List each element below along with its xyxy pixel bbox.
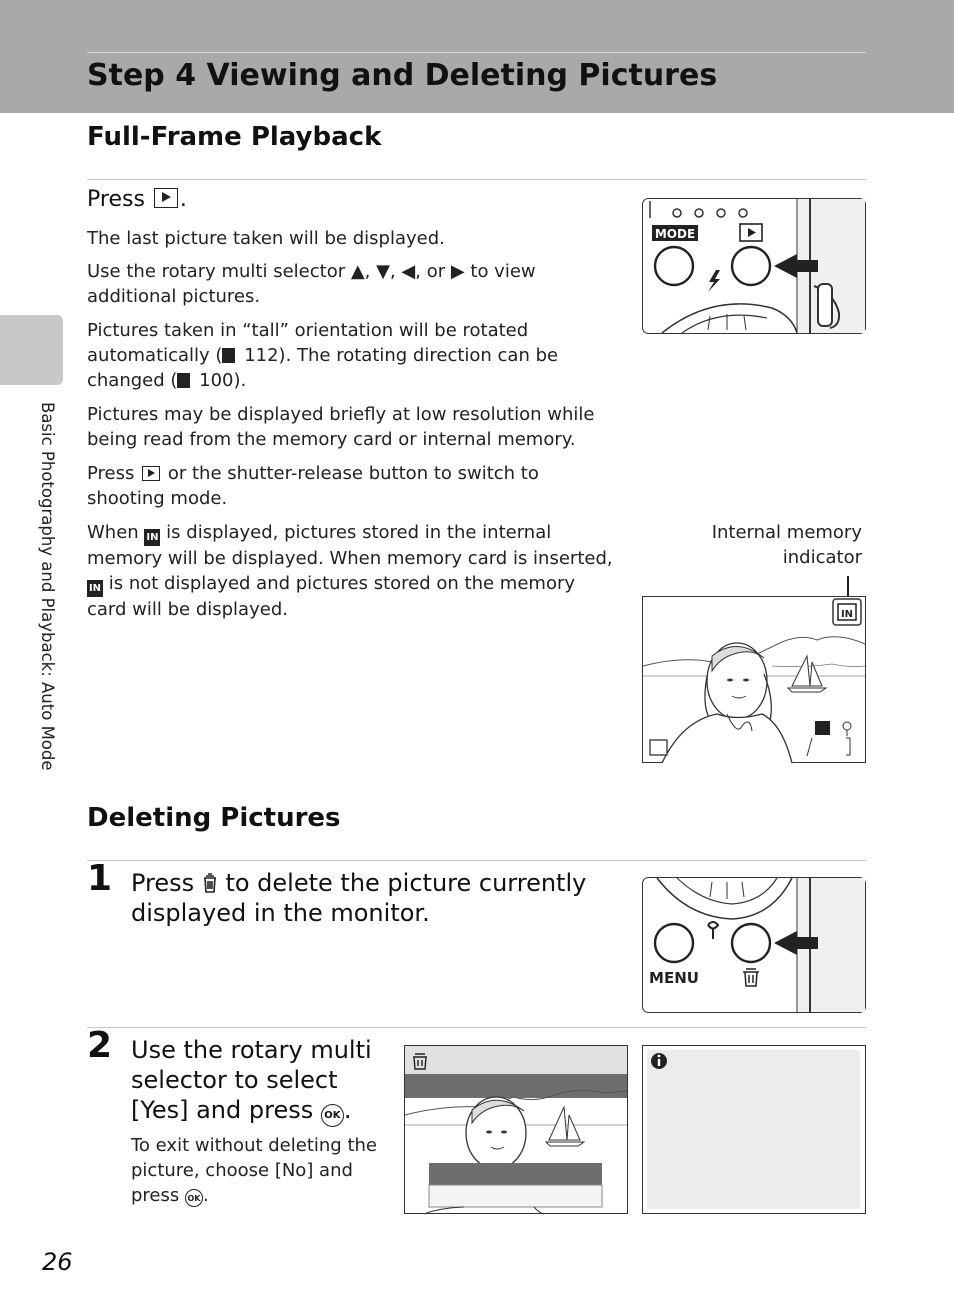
para-tall-a: Pictures taken in “tall” orientation will be rotated automatically (: [87, 320, 529, 366]
reference-icon: [177, 373, 190, 388]
deleting-heading: Deleting Pictures: [87, 803, 341, 833]
ok-icon: OK: [185, 1189, 203, 1207]
reference-icon: [222, 348, 235, 363]
press-suffix: .: [179, 187, 187, 212]
delete-confirm-screen-figure: [404, 1045, 628, 1215]
para-tall-b: 112). The rotating direction can be changed (: [87, 345, 559, 391]
section-tab: [0, 315, 63, 385]
para-mem-c: is not displayed and pictures stored on the memory card will be displayed.: [87, 573, 576, 620]
step-2-b: .: [343, 1096, 352, 1124]
para-mem-b: is displayed, pictures stored in the internal memory will be displayed. When memory card is inserted,: [87, 522, 613, 569]
ok-icon: OK: [321, 1104, 344, 1127]
step-2-a: Use the rotary multi selector to select [Yes] and press: [131, 1036, 372, 1124]
page-number: 26: [42, 1248, 73, 1276]
internal-memory-icon: IN: [87, 580, 103, 597]
header-rule: [87, 52, 866, 53]
step-2-number: 2: [87, 1025, 113, 1066]
step-2-note-b: .: [203, 1185, 209, 1206]
para-internal-memory: [87, 520, 617, 622]
step-2-note: [131, 1133, 386, 1208]
para-switch-a: Press: [87, 463, 135, 484]
para-tall-c: 100).: [193, 370, 247, 391]
header-band: [0, 0, 954, 113]
camera-playback-button-figure: [642, 198, 866, 335]
internal-memory-callout: Internal memory indicator: [711, 522, 862, 568]
info-screen-figure: [642, 1045, 866, 1215]
callout-line: [847, 576, 849, 598]
playback-icon: [142, 466, 160, 481]
page-title: Step 4 Viewing and Deleting Pictures: [87, 58, 718, 93]
camera-delete-button-figure: [642, 877, 866, 1014]
section-rule: [87, 860, 866, 861]
press-label: Press: [87, 187, 145, 212]
playback-screen-figure: [642, 596, 866, 764]
press-heading: [87, 187, 187, 212]
internal-memory-icon: IN: [144, 529, 160, 546]
step-1-number: 1: [87, 858, 113, 899]
para-switch-mode: [87, 461, 617, 511]
para-low-res: Pictures may be displayed briefly at low resolution while being read from the memory card or internal memory.: [87, 404, 595, 450]
para-mem-a: When: [87, 522, 139, 543]
mode-label: MODE: [654, 227, 696, 241]
section-rule: [87, 1027, 866, 1028]
step-1-a: Press: [131, 869, 195, 897]
para-switch-b: or the shutter-release button to switch to shooting mode.: [87, 463, 539, 509]
para-rotary: Use the rotary multi selector ▲, ▼, ◀, or ▶ to view additional pictures.: [87, 261, 536, 307]
step-2-text: [131, 1035, 391, 1127]
para-last-picture: The last picture taken will be displayed.: [87, 228, 445, 249]
step-1-text: [131, 868, 601, 928]
svg-text:IN: IN: [840, 609, 854, 620]
menu-label: MENU: [649, 969, 699, 987]
step-2-note-a: To exit without deleting the picture, choose [No] and press: [131, 1135, 377, 1206]
playback-icon: [154, 188, 178, 208]
step-1-b: to delete the picture currently displayed in the monitor.: [131, 869, 587, 927]
full-frame-heading: Full-Frame Playback: [87, 122, 382, 152]
delete-icon: [202, 873, 218, 894]
para-tall: [87, 318, 617, 393]
section-label: Basic Photography and Playback: Auto Mode: [38, 402, 57, 771]
section-rule: [87, 179, 866, 180]
